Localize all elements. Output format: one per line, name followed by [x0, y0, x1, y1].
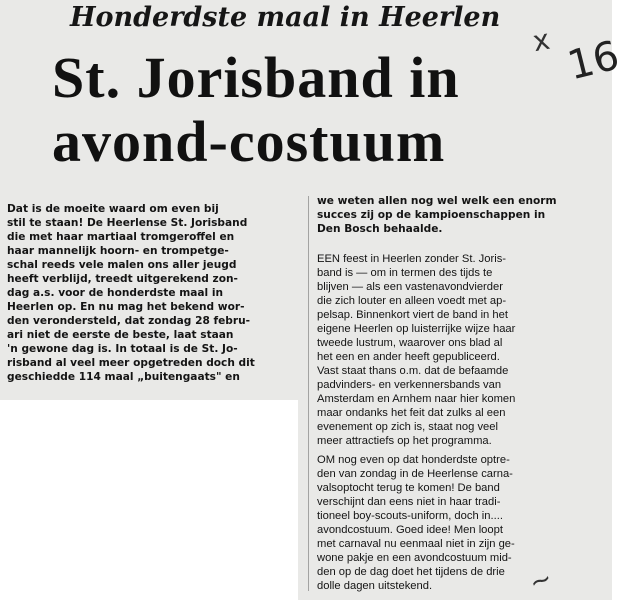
scan-right-margin	[612, 0, 625, 600]
clipping-cutout-blank	[0, 400, 298, 600]
handwritten-scribble: ~	[525, 563, 557, 599]
handwritten-x-mark: x	[530, 22, 553, 59]
handwritten-number: 16	[563, 32, 624, 90]
column-divider	[308, 196, 309, 591]
article-left-column: Dat is de moeite waard om even bij stil te staan! De Heerlense St. Jorisband die met haar martiaal tromgeroffel en haar mannelijk hoorn- en trompetge- schal reeds vele malen ons aller jeugd heeft verblijd, treedt uitgerekend zon- dag a.s. voor de honderdste maal in Heerlen op. En nu mag het bekend wor- den verondersteld, dat zondag 28 febru- ari niet de eerste de beste, laat staan 'n gewone dag is. In totaal is de St. Jo- risband al veel meer opgetreden doch dit geschiedde 114 maal „buitengaats" en	[7, 203, 255, 383]
article-headline: St. Jorisband in avond-costuum	[52, 45, 460, 174]
article-right-lead: we weten allen nog wel welk een enorm succes zij op de kampioenschappen in Den Bosch behaalde.	[317, 195, 557, 235]
article-right-paragraph-1: EEN feest in Heerlen zonder St. Joris- band is — om in termen des tijds te blijven — als een vastenavondvierder die zich louter en alleen voedt met ap- pelsap. Binnenkort viert de band in het eigene Heerlen op luisterrijke wijze haar tweede lustrum, waarover ons blad al het een en ander heeft gepubliceerd. Vast staat thans o.m. dat de befaamde padvinders- en verkennersbands van Amsterdam en Arnhem naar hier komen maar ondanks het feit dat zulks al een evenement op zich is, staat nog veel meer attractiefs op het programma.	[317, 253, 516, 447]
article-right-paragraph-2: OM nog even op dat honderdste optre- den van zondag in de Heerlense carna- valsoptocht terug te komen! De band verschijnt dan eens niet in haar tradi- tioneel boy-scouts-uniform, doch in.... avondcostuum. Goed idee! Men loopt met carnaval nu eenmaal niet in zijn ge- wone pakje en een avondcostuum mid- den op de dag doet het tijdens de drie dolle dagen uitstekend.	[317, 454, 515, 592]
article-kicker: Honderdste maal in Heerlen	[70, 2, 501, 33]
